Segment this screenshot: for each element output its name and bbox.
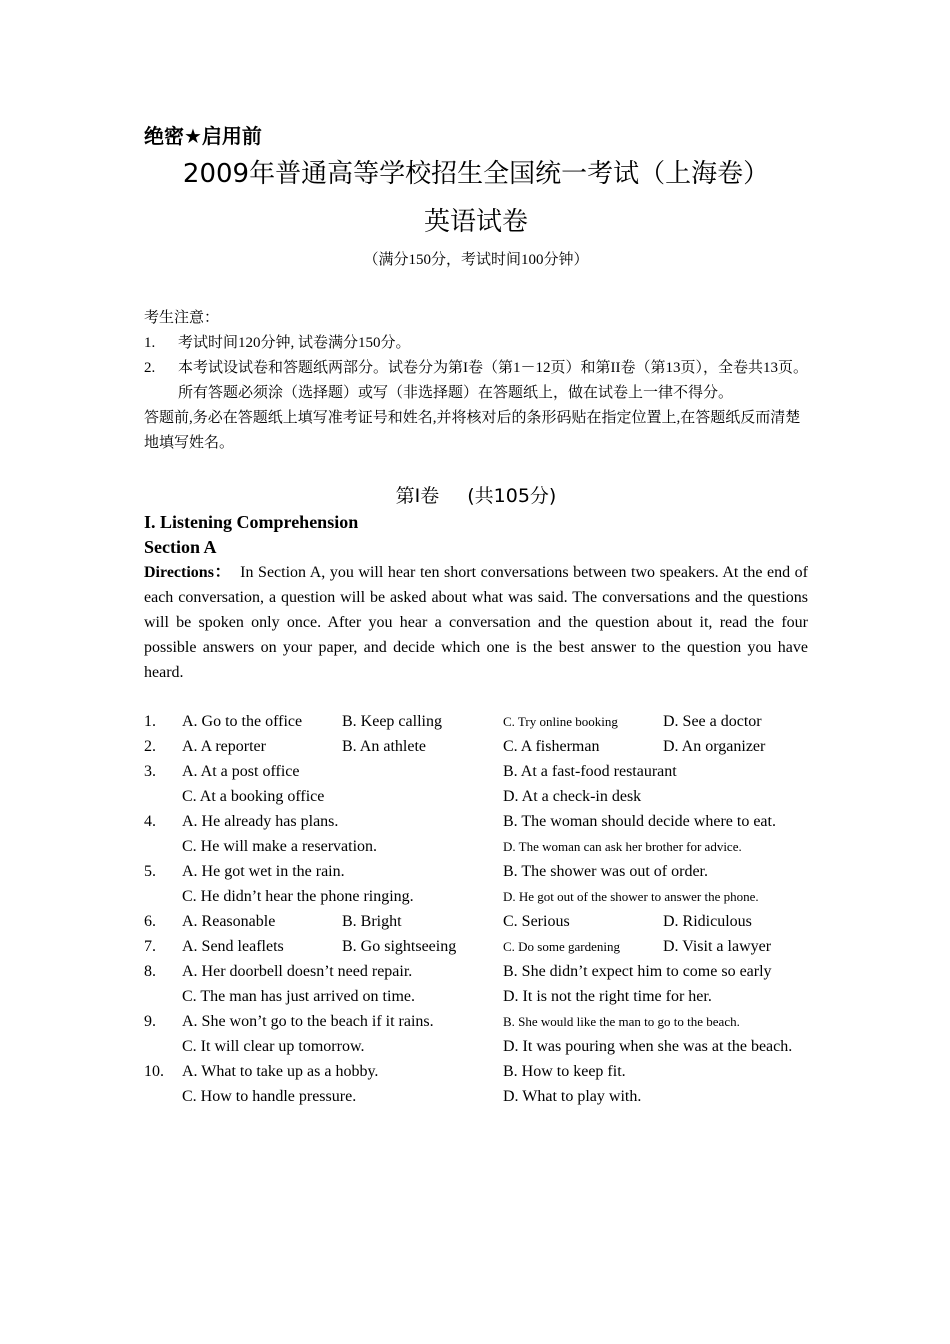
directions-text: In Section A, you will hear ten short conversations between two speakers. At the end of each conversation, a question will be asked about what was said. The conversations and the questions will be spoken only once. After you hear a conversation and the question about it, read the four possible answers on your paper, and decide which one is the best answer to the question you have heard. (144, 564, 809, 681)
question-row-continued (144, 984, 808, 1009)
option-d: D. Ridiculous (663, 913, 752, 930)
option-c: C. Do some gardening (503, 939, 620, 954)
question-number: 10. (144, 1063, 164, 1080)
option-d: D. What to play with. (503, 1088, 642, 1105)
question-number: 4. (144, 813, 156, 830)
exam-title: 2009年普通高等学校招生全国统一考试（上海卷） (182, 159, 770, 189)
question-row (144, 734, 808, 759)
question-row (144, 809, 808, 834)
confidential-label: 绝密★启用前 (144, 124, 262, 148)
option-d: D. It is not the right time for her. (503, 988, 712, 1005)
option-a: A. What to take up as a hobby. (182, 1063, 379, 1080)
option-a: A. Her doorbell doesn’t need repair. (182, 963, 413, 980)
option-c: C. At a booking office (182, 788, 325, 805)
option-d: D. He got out of the shower to answer the phone. (503, 889, 759, 904)
question-row (144, 859, 808, 884)
option-a: A. Reasonable (182, 913, 276, 930)
question-number: 2. (144, 738, 156, 755)
part-title: 第I卷 (395, 485, 440, 507)
section-a-title: Section A (144, 537, 217, 557)
option-c: C. The man has just arrived on time. (182, 988, 415, 1005)
option-c: C. He will make a reservation. (182, 838, 378, 855)
option-b: B. The shower was out of order. (503, 863, 708, 880)
notice-item-text: 考试时间120分钟, 试卷满分150分。 (178, 335, 411, 351)
option-c: C. A fisherman (503, 738, 600, 755)
option-b: B. She didn’t expect him to come so early (503, 963, 772, 980)
option-b: B. At a fast-food restaurant (503, 763, 677, 780)
option-d: D. See a doctor (663, 713, 762, 730)
exam-subtitle: 英语试卷 (423, 207, 528, 237)
notice-item (144, 356, 808, 406)
notice-heading: 考生注意： (144, 310, 220, 326)
option-a: A. Go to the office (182, 713, 303, 730)
question-row-continued (144, 884, 808, 909)
option-b: B. An athlete (342, 738, 426, 755)
question-row (144, 1009, 808, 1034)
question-row-continued (144, 1084, 808, 1109)
option-a: A. At a post office (182, 763, 300, 780)
option-d: D. At a check-in desk (503, 788, 642, 805)
option-b: B. Bright (342, 913, 402, 930)
question-row-continued (144, 834, 808, 859)
score-note: （满分150分，考试时间100分钟） (363, 252, 589, 268)
question-number: 5. (144, 863, 156, 880)
notice-block (144, 306, 808, 456)
option-a: A. She won’t go to the beach if it rains. (182, 1013, 434, 1030)
directions (144, 560, 808, 685)
option-c: C. Serious (503, 913, 570, 930)
question-row-continued (144, 1034, 808, 1059)
question-row (144, 709, 808, 734)
question-number: 3. (144, 763, 156, 780)
option-c: C. Try online booking (503, 714, 618, 729)
option-c: C. It will clear up tomorrow. (182, 1038, 365, 1055)
option-d: D. Visit a lawyer (663, 938, 772, 955)
directions-label: Directions： (144, 564, 232, 581)
question-number: 9. (144, 1013, 156, 1030)
question-number: 6. (144, 913, 156, 930)
question-number: 7. (144, 938, 156, 955)
option-a: A. A reporter (182, 738, 266, 755)
option-a: A. He already has plans. (182, 813, 339, 830)
notice-footer: 答题前,务必在答题纸上填写准考证号和姓名,并将核对后的条形码贴在指定位置上,在答题纸反而清楚地填写姓名。 (144, 410, 801, 451)
option-c: C. How to handle pressure. (182, 1088, 357, 1105)
option-b: B. Go sightseeing (342, 938, 457, 955)
part-heading (144, 482, 808, 510)
option-b: B. The woman should decide where to eat. (503, 813, 776, 830)
section-title: I. Listening Comprehension (144, 512, 359, 532)
question-row (144, 909, 808, 934)
notice-item-number: 1. (144, 335, 156, 351)
question-number: 8. (144, 963, 156, 980)
question-number: 1. (144, 713, 156, 730)
question-row-continued (144, 784, 808, 809)
question-row (144, 934, 808, 959)
exam-page (144, 120, 808, 1109)
question-row (144, 1059, 808, 1084)
option-b: B. How to keep fit. (503, 1063, 626, 1080)
option-d: D. An organizer (663, 738, 766, 755)
part-points: (共105分) (467, 485, 557, 507)
notice-item (144, 331, 808, 356)
option-a: A. Send leaflets (182, 938, 284, 955)
option-b: B. She would like the man to go to the beach. (503, 1014, 740, 1029)
option-b: B. Keep calling (342, 713, 442, 730)
question-row (144, 759, 808, 784)
option-a: A. He got wet in the rain. (182, 863, 345, 880)
option-d: D. The woman can ask her brother for advice. (503, 839, 742, 854)
option-c: C. He didn’t hear the phone ringing. (182, 888, 414, 905)
question-list (144, 709, 808, 1109)
question-row (144, 959, 808, 984)
option-d: D. It was pouring when she was at the beach. (503, 1038, 793, 1055)
notice-item-text: 本考试设试卷和答题纸两部分。试卷分为第I卷（第1－12页）和第II卷（第13页），全卷共13页。所有答题必须涂（选择题）或写（非选择题）在答题纸上，做在试卷上一律不得分。 (178, 360, 808, 401)
notice-item-number: 2. (144, 360, 156, 376)
